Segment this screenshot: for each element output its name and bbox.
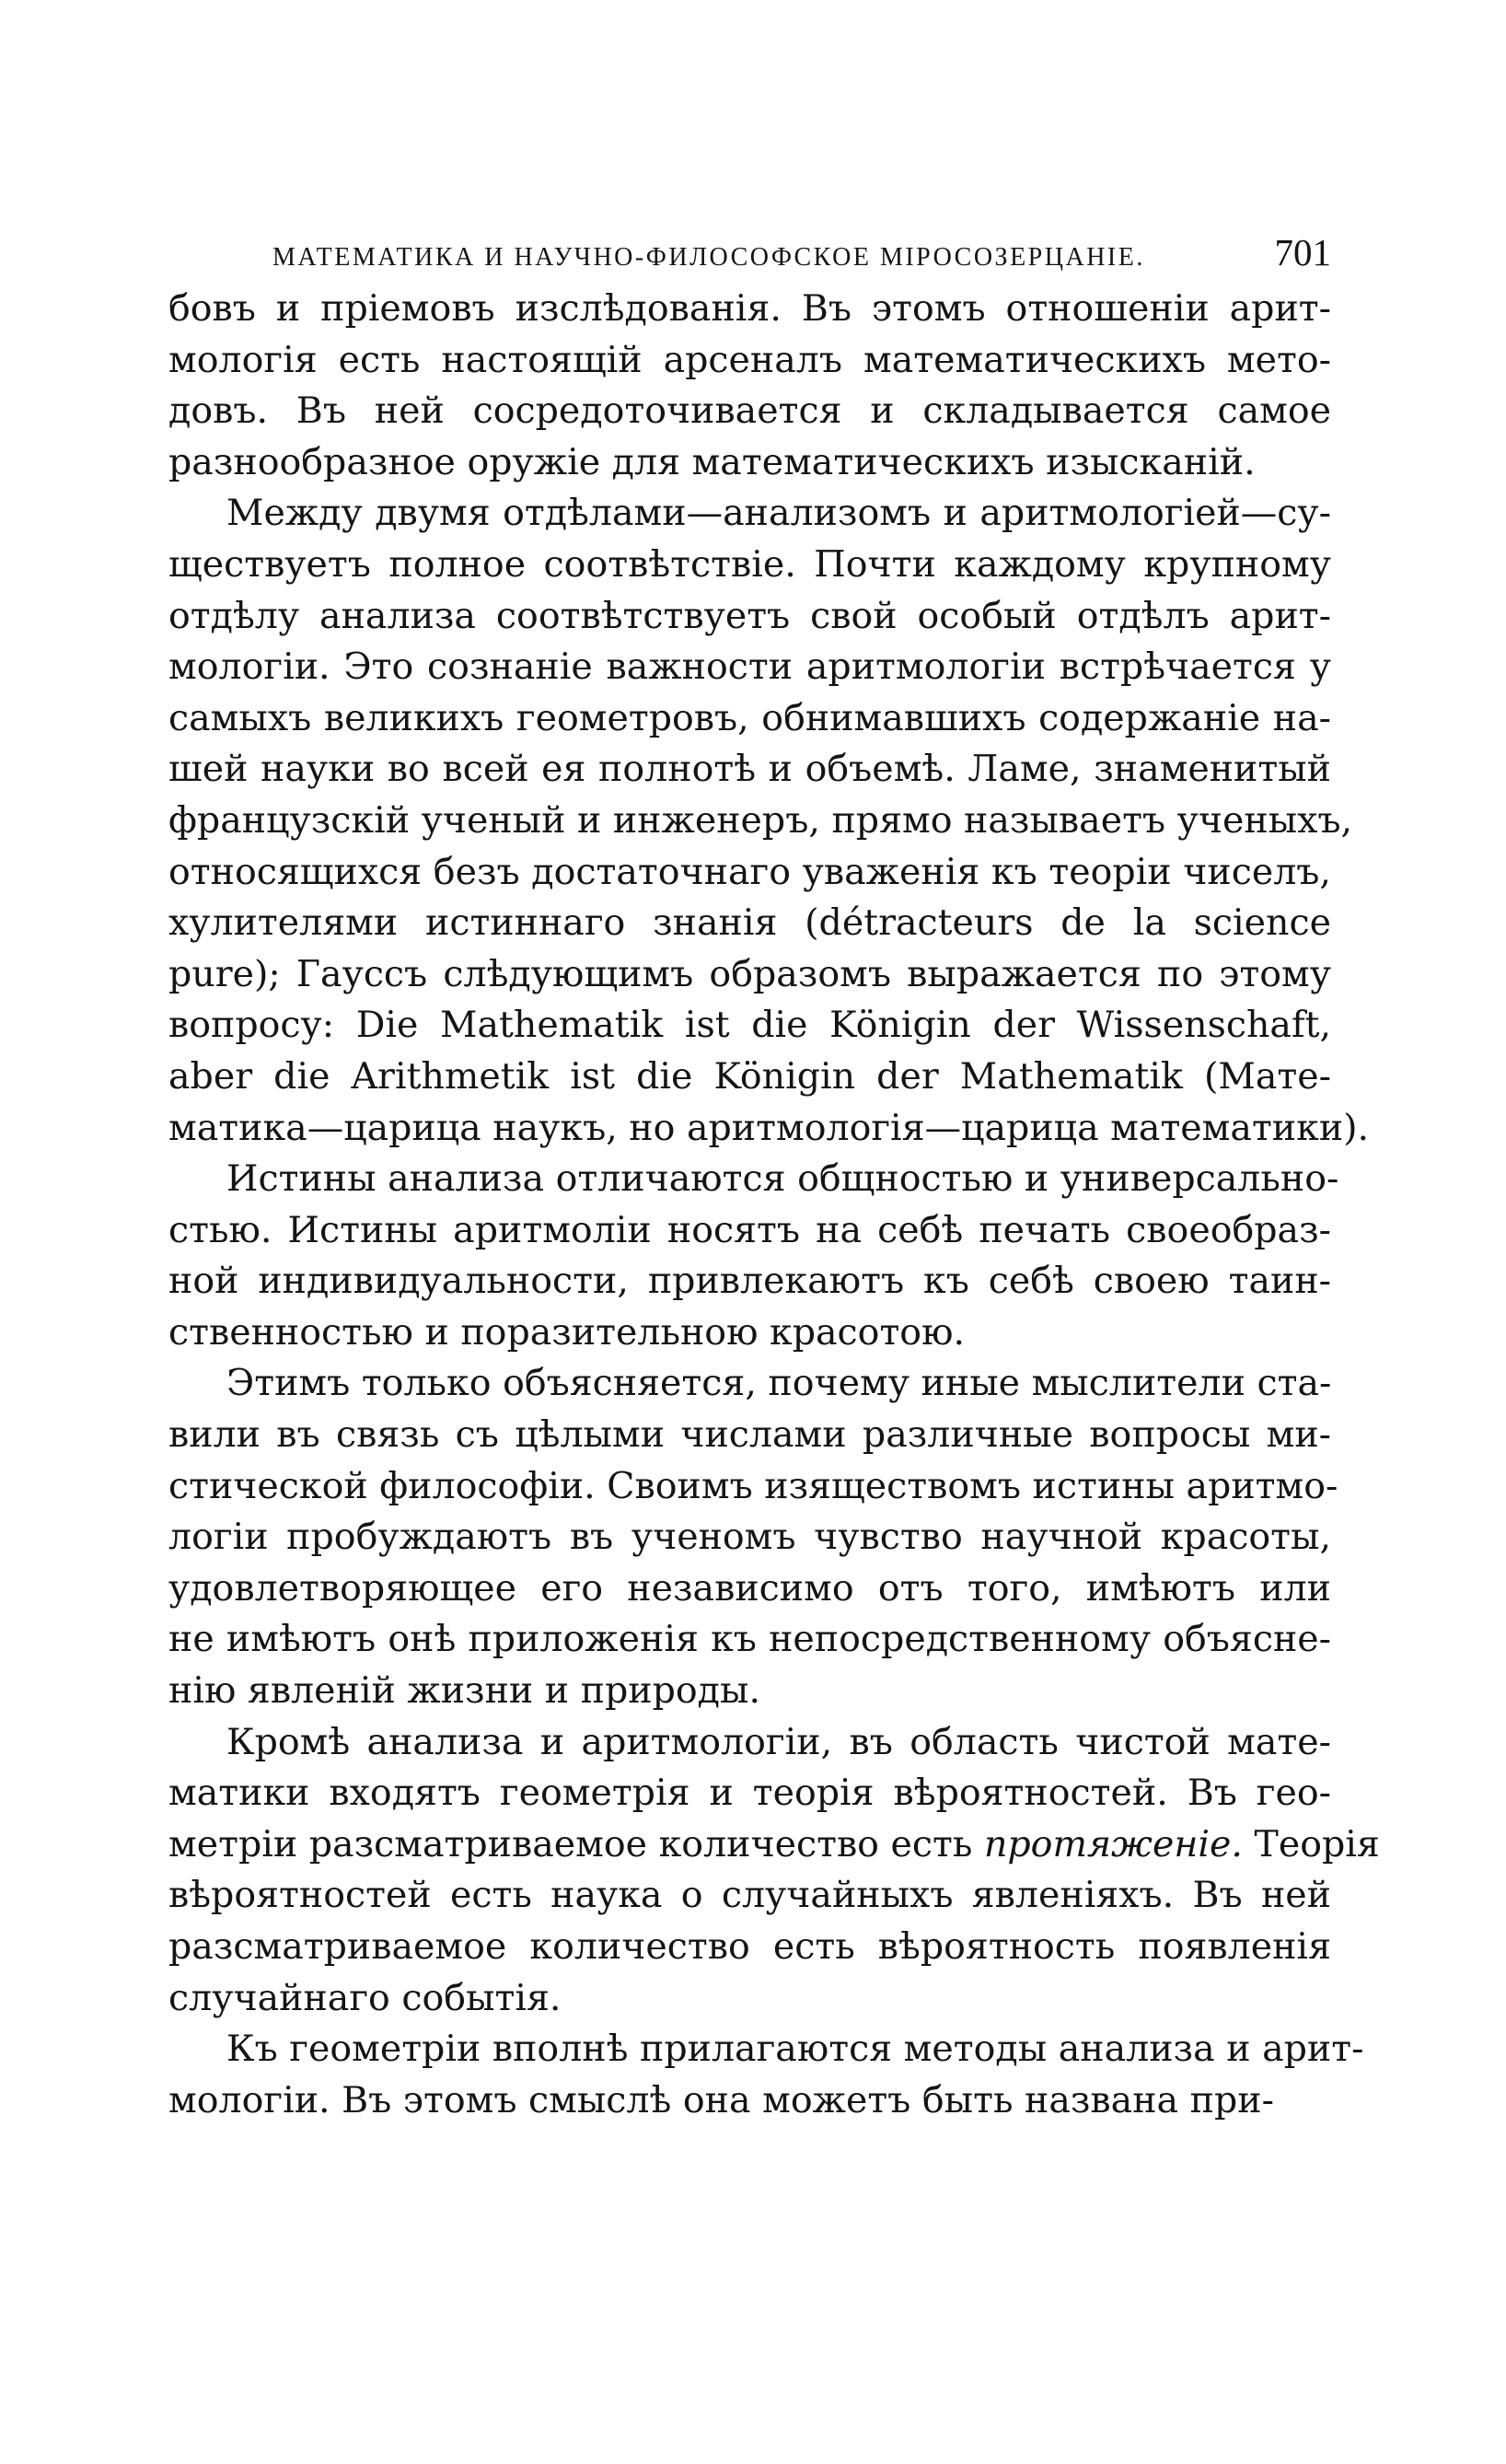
text-line: ной индивидуальности, привлекаютъ къ себѣ своею таин- xyxy=(168,1260,1331,1303)
text-line: Къ геометріи вполнѣ прилагаются методы анализа и арит- xyxy=(226,2028,1364,2071)
text-line: отдѣлу анализа соотвѣтствуетъ свой особый отдѣлъ арит- xyxy=(168,594,1331,637)
emphasized-term: протяженіе. xyxy=(983,1822,1243,1865)
text-line: pure); Гауссъ слѣдующимъ образомъ выражается по этому xyxy=(168,952,1331,995)
text-line: ществуетъ полное соотвѣтствіе. Почти каждому крупному xyxy=(168,542,1331,586)
paragraph xyxy=(168,2024,1364,2126)
text-line: матики входятъ геометрія и теорія вѣроятностей. Въ гео- xyxy=(168,1772,1331,1815)
text-line: вили въ связь съ цѣлыми числами различные вопросы ми- xyxy=(168,1413,1331,1457)
text-line: вѣроятностей есть наука о случайныхъ явленіяхъ. Въ ней xyxy=(168,1874,1331,1917)
text-line: мологія есть настоящій арсеналъ математическихъ мето- xyxy=(168,338,1331,381)
text-line: метріи разсматриваемое количество есть протяженіе. Теорія xyxy=(168,1822,1380,1865)
text-line: стью. Истины аритмоліи носятъ на себѣ печать своеобраз- xyxy=(168,1208,1331,1251)
text-line: разсматриваемое количество есть вѣроятность появленія xyxy=(168,1925,1331,1968)
paragraph xyxy=(168,1358,1338,1716)
text-line: нію явленій жизни и природы. xyxy=(168,1669,760,1713)
text-line: шей науки во всей ея полнотѣ и объемѣ. Ламе, знаменитый xyxy=(168,748,1331,791)
text-line: случайнаго событія. xyxy=(168,1976,562,2019)
running-title: МАТЕМАТИКА И НАУЧНО-ФИЛОСОФСКОЕ МІРОСОЗЕРЦАНІЕ. xyxy=(272,243,1145,272)
running-header xyxy=(168,230,1331,280)
page-number: 701 xyxy=(1274,231,1331,273)
text-line: стической философіи. Своимъ изяществомъ истины аритмо- xyxy=(168,1464,1338,1507)
paragraph xyxy=(168,1717,1380,2025)
text-line: aber die Arithmetik ist die Königin der Mathematik (Мате- xyxy=(168,1054,1331,1098)
text-line: Кромѣ анализа и аритмологіи, въ область чистой мате- xyxy=(226,1720,1331,1763)
text-line: Истины анализа отличаются общностью и универсально- xyxy=(226,1157,1339,1201)
paragraph xyxy=(168,488,1370,1154)
text-line: вопросу: Die Mathematik ist die Königin der Wissenschaft, xyxy=(168,1004,1331,1047)
text-line: логіи пробуждаютъ въ ученомъ чувство научной красоты, xyxy=(168,1516,1331,1559)
text-line: самыхъ великихъ геометровъ, обнимавшихъ содержаніе на- xyxy=(168,696,1331,739)
text-line: французскій ученый и инженеръ, прямо называетъ ученыхъ, xyxy=(168,798,1353,842)
text-line: Между двумя отдѣлами—анализомъ и аритмологіей—су- xyxy=(226,492,1331,535)
text-line: удовлетворяющее его независимо отъ того, имѣютъ или xyxy=(168,1566,1331,1610)
book-page xyxy=(168,230,1380,2126)
paragraph xyxy=(168,284,1331,488)
text-line: не имѣютъ онѣ приложенія къ непосредственному объясне- xyxy=(168,1618,1331,1661)
body-text xyxy=(168,284,1380,2126)
text-line: разнообразное оружіе для математическихъ изысканій. xyxy=(168,440,1256,483)
text-line: Этимъ только объясняется, почему иные мыслители ста- xyxy=(226,1362,1332,1405)
text-line: матика—царица наукъ, но аритмологія—царица математики). xyxy=(168,1106,1370,1149)
text-line: мологіи. Въ этомъ смыслѣ она можетъ быть названа при- xyxy=(168,2078,1274,2121)
text-line: ственностью и поразительною красотою. xyxy=(168,1310,966,1354)
text-line: мологіи. Это сознаніе важности аритмологіи встрѣчается у xyxy=(168,645,1331,689)
text-line: относящихся безъ достаточнаго уваженія къ теоріи чиселъ, xyxy=(168,850,1331,893)
text-line: бовъ и пріемовъ изслѣдованія. Въ этомъ отношеніи арит- xyxy=(168,287,1331,330)
paragraph xyxy=(168,1154,1339,1358)
text-line: хулителями истиннаго знанія (détracteurs de la science xyxy=(168,901,1331,945)
text-line: довъ. Въ ней сосредоточивается и складывается самое xyxy=(168,389,1331,433)
